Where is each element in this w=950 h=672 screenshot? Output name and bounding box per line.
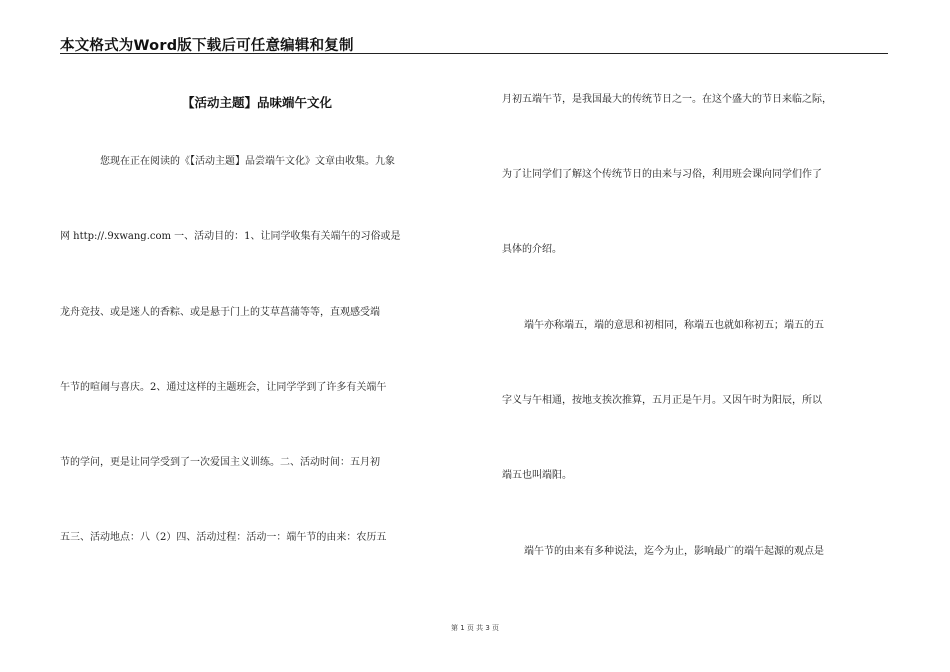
text-line: 月初五端午节，是我国最大的传统节日之一。在这个盛大的节日来临之际， — [502, 94, 832, 105]
text-line: 网 http://.9xwang.com 一、活动目的：1、让同学收集有关端午的习俗或是 — [60, 231, 401, 242]
text-line: 端午节的由来有多种说法，迄今为止，影响最广的端午起源的观点是 — [524, 546, 824, 557]
page-header: 本文格式为Word版下载后可任意编辑和复制 — [60, 38, 354, 54]
article-title: 【活动主题】品味端午文化 — [182, 95, 333, 110]
text-line: 字义与午相通，按地支挨次推算，五月正是午月。又因午时为阳辰，所以 — [502, 395, 822, 406]
page-footer: 第 1 页 共 3 页 — [450, 624, 500, 632]
text-line: 五三、活动地点：八（2）四、活动过程：活动一：端午节的由来：农历五 — [60, 532, 387, 543]
text-line: 端五也叫端阳。 — [502, 470, 572, 481]
text-line: 午节的喧闹与喜庆。2、通过这样的主题班会，让同学学到了许多有关端午 — [60, 382, 387, 393]
text-line: 端午亦称端五，端的意思和初相同，称端五也就如称初五；端五的五 — [524, 320, 824, 331]
text-line: 节的学问，更是让同学受到了一次爱国主义训练。二、活动时间：五月初 — [60, 457, 380, 468]
text-line: 龙舟竞技、或是迷人的香粽、或是悬于门上的艾草菖蒲等等，直观感受端 — [60, 307, 380, 318]
text-line: 为了让同学们了解这个传统节日的由来与习俗，利用班会课向同学们作了 — [502, 169, 822, 180]
text-line: 具体的介绍。 — [502, 244, 562, 255]
text-line: 您现在正在阅读的《【活动主题】品尝端午文化》文章由收集。九象 — [100, 156, 395, 167]
header-rule — [60, 53, 888, 54]
